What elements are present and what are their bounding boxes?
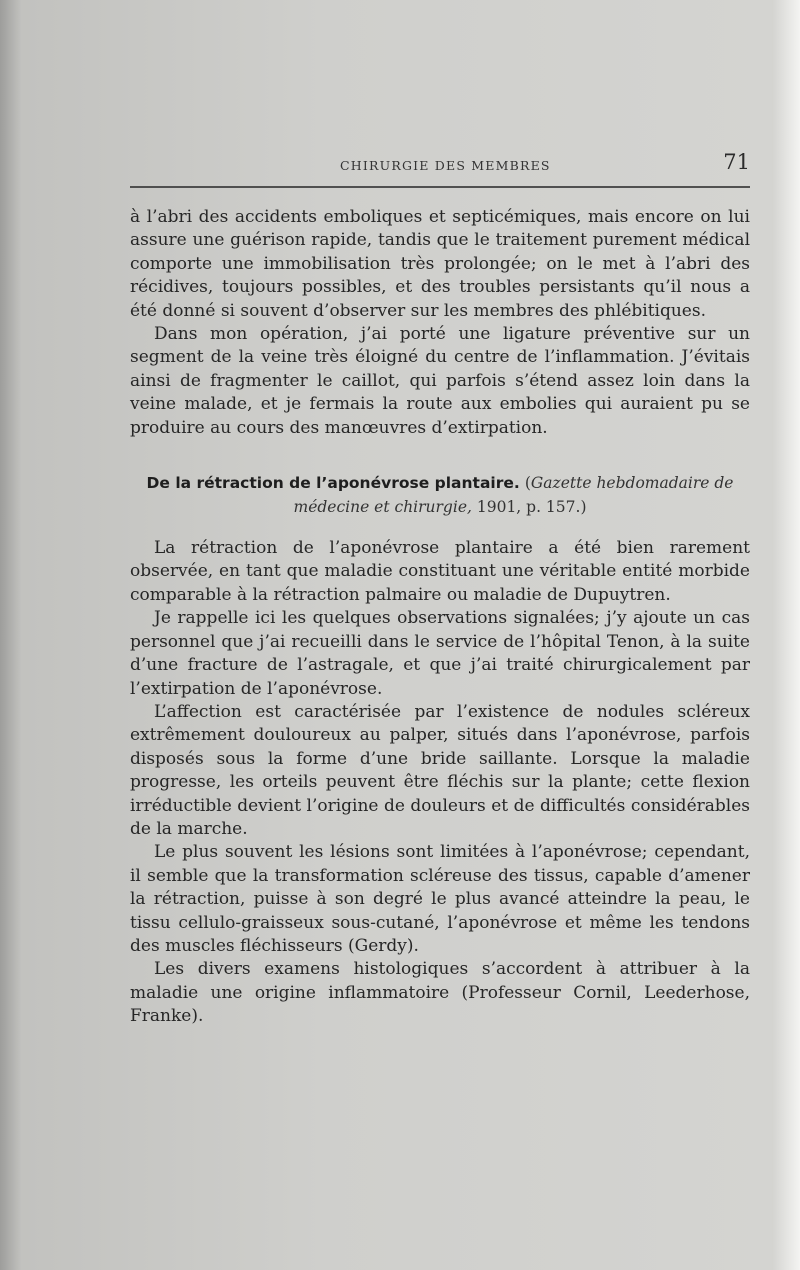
- source-open-paren: (: [524, 474, 531, 493]
- citation: 1901, p. 157.): [476, 498, 587, 517]
- continued-paragraph: à l’abri des accidents emboliques et septicémiques, mais encore on lui assure une guérison rapide, tandis que le traitement purement médical comporte une immobilisation très prolongée; on le met à l’abri des récidives, toujours possibles, et des troubles persistants qu’il nous a été donné si souvent d’observer sur les membres des phlébitiques.: [130, 207, 750, 321]
- running-head: [130, 148, 750, 180]
- page-content: [130, 148, 750, 1029]
- scan-shadow-left: [0, 0, 22, 1270]
- book-page: [22, 0, 772, 1270]
- section-paragraph: La rétraction de l’aponévrose plantaire a été bien rarement observée, en tant que maladie constituant une véritable entité morbide comparable à la rétraction palmaire ou maladie de Dupuytren.: [130, 538, 750, 605]
- page-number: 71: [723, 150, 750, 174]
- running-title: CHIRURGIE DES MEMBRES: [340, 158, 551, 173]
- section-heading: [130, 471, 750, 519]
- section-paragraph: Le plus souvent les lésions sont limitées à l’aponévrose; cependant, il semble que la transformation scléreuse des tissus, capable d’amener la rétraction, puisse à son degré le plus avancé atteindre la peau, le tissu cellulo-graisseux sous-cutané, l’aponévrose et même les tendons des muscles fléchisseurs (Gerdy).: [130, 842, 750, 956]
- operation-paragraph: Dans mon opération, j’ai porté une ligature préventive sur un segment de la veine très éloigné du centre de l’inflammation. J’évitais ainsi de fragmenter le caillot, qui parfois s’étend assez loin dans la veine malade, et je fermais la route aux embolies qui auraient pu se produire au cours des manœuvres d’extirpation.: [130, 324, 750, 438]
- scan-margin-right: [772, 0, 800, 1270]
- section-paragraph: Les divers examens histologiques s’accordent à attribuer à la maladie une origine inflammatoire (Professeur Cornil, Leederhose, Franke).: [130, 959, 750, 1027]
- section-title: De la rétraction de l’aponévrose plantaire.: [146, 474, 520, 493]
- section-paragraph: L’affection est caractérisée par l’existence de nodules scléreux extrêmement douloureux au palper, situés dans l’aponévrose, parfois disposés sous la forme d’une bride saillante. Lorsque la maladie progresse, les orteils peuvent être fléchis sur la plante; cette flexion irréductible devient l’origine de douleurs et de difficultés considérables de la marche.: [130, 701, 750, 839]
- journal-name: Gazette hebdomadaire de médecine et chirurgie,: [293, 474, 734, 517]
- section-paragraph: Je rappelle ici les quelques observations signalées; j’y ajoute un cas personnel que j’ai recueilli dans le service de l’hôpital Tenon, à la suite d’une fracture de l’astragale, et que j’ai traité chirurgicalement par l’extirpation de l’aponévrose.: [130, 608, 750, 699]
- header-rule: [130, 186, 750, 188]
